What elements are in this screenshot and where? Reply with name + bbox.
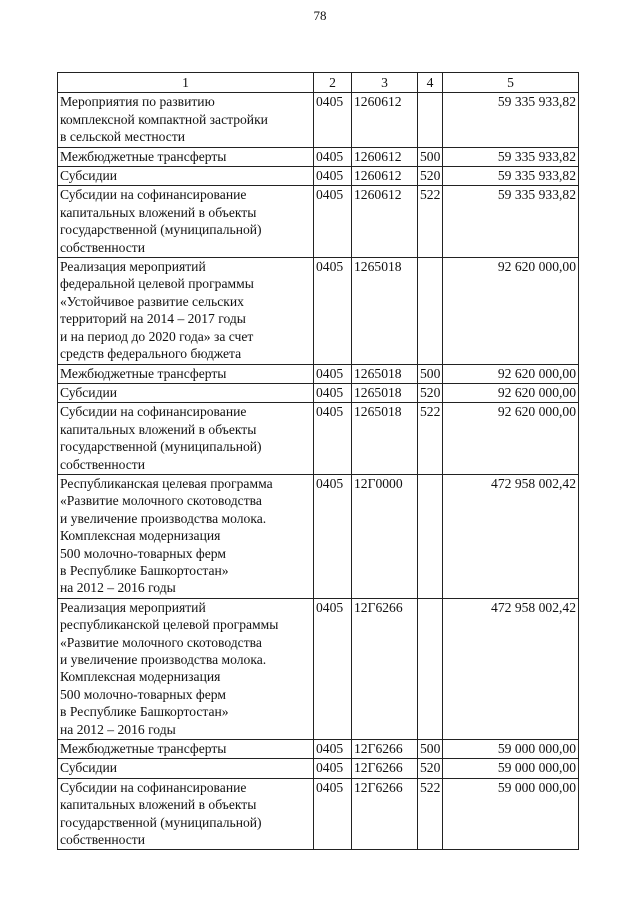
table-row: [58, 364, 579, 383]
row-name-cell: Субсидии: [58, 759, 314, 778]
row-name-cell: Субсидии на софинансирование капитальных вложений в объекты государственной (муниципальной) собственности: [58, 186, 314, 258]
amount-cell: 472 958 002,42: [443, 474, 579, 598]
target-article-cell: 12Г6266: [352, 740, 418, 759]
target-article-cell: 1265018: [352, 364, 418, 383]
table-header: [58, 73, 579, 93]
amount-cell: 92 620 000,00: [443, 383, 579, 402]
expense-type-cell: 522: [418, 778, 443, 850]
amount-cell: 472 958 002,42: [443, 598, 579, 739]
amount-cell: 59 335 933,82: [443, 93, 579, 147]
target-article-cell: 12Г6266: [352, 759, 418, 778]
section-code-cell: 0405: [314, 383, 352, 402]
section-code-cell: 0405: [314, 93, 352, 147]
expense-type-cell: [418, 474, 443, 598]
target-article-cell: 1265018: [352, 403, 418, 475]
amount-cell: 92 620 000,00: [443, 258, 579, 364]
section-code-cell: 0405: [314, 598, 352, 739]
table-row: [58, 403, 579, 475]
row-name-cell: Республиканская целевая программа «Развитие молочного скотоводства и увеличение производства молока. Комплексная модернизация 500 молочно-товарных ферм в Республике Башкортостан» на 2012 – 2016 годы: [58, 474, 314, 598]
table-row: [58, 93, 579, 147]
amount-cell: 59 335 933,82: [443, 186, 579, 258]
row-name-cell: Мероприятия по развитию комплексной компактной застройки в сельской местности: [58, 93, 314, 147]
expense-type-cell: [418, 258, 443, 364]
section-code-cell: 0405: [314, 474, 352, 598]
row-name-cell: Межбюджетные трансферты: [58, 147, 314, 166]
header-col-1: 1: [58, 73, 314, 93]
header-col-5: 5: [443, 73, 579, 93]
section-code-cell: 0405: [314, 364, 352, 383]
section-code-cell: 0405: [314, 258, 352, 364]
amount-cell: 59 000 000,00: [443, 759, 579, 778]
table-row: [58, 759, 579, 778]
page-number: 78: [313, 8, 327, 23]
table-row: [58, 598, 579, 739]
row-name-cell: Субсидии: [58, 383, 314, 402]
budget-table: [57, 72, 579, 850]
target-article-cell: 12Г6266: [352, 778, 418, 850]
header-col-3: 3: [352, 73, 418, 93]
section-code-cell: 0405: [314, 740, 352, 759]
section-code-cell: 0405: [314, 167, 352, 186]
target-article-cell: 1260612: [352, 186, 418, 258]
expense-type-cell: [418, 93, 443, 147]
target-article-cell: 1260612: [352, 93, 418, 147]
expense-type-cell: 522: [418, 186, 443, 258]
expense-type-cell: 520: [418, 383, 443, 402]
amount-cell: 59 335 933,82: [443, 167, 579, 186]
target-article-cell: 12Г6266: [352, 598, 418, 739]
row-name-cell: Субсидии: [58, 167, 314, 186]
target-article-cell: 1260612: [352, 147, 418, 166]
amount-cell: 59 000 000,00: [443, 740, 579, 759]
table-row: [58, 167, 579, 186]
section-code-cell: 0405: [314, 186, 352, 258]
amount-cell: 92 620 000,00: [443, 364, 579, 383]
row-name-cell: Межбюджетные трансферты: [58, 364, 314, 383]
header-col-2: 2: [314, 73, 352, 93]
expense-type-cell: 520: [418, 167, 443, 186]
expense-type-cell: [418, 598, 443, 739]
table-row: [58, 147, 579, 166]
header-col-4: 4: [418, 73, 443, 93]
expense-type-cell: 520: [418, 759, 443, 778]
section-code-cell: 0405: [314, 778, 352, 850]
header-row: [58, 73, 579, 93]
table-row: [58, 778, 579, 850]
table-row: [58, 383, 579, 402]
table-row: [58, 740, 579, 759]
row-name-cell: Субсидии на софинансирование капитальных вложений в объекты государственной (муниципальной) собственности: [58, 403, 314, 475]
expense-type-cell: 500: [418, 147, 443, 166]
target-article-cell: 12Г0000: [352, 474, 418, 598]
expense-type-cell: 522: [418, 403, 443, 475]
section-code-cell: 0405: [314, 147, 352, 166]
table-body: [58, 93, 579, 850]
section-code-cell: 0405: [314, 403, 352, 475]
section-code-cell: 0405: [314, 759, 352, 778]
table-row: [58, 258, 579, 364]
target-article-cell: 1260612: [352, 167, 418, 186]
row-name-cell: Субсидии на софинансирование капитальных вложений в объекты государственной (муниципальной) собственности: [58, 778, 314, 850]
target-article-cell: 1265018: [352, 258, 418, 364]
amount-cell: 59 335 933,82: [443, 147, 579, 166]
table-row: [58, 474, 579, 598]
row-name-cell: Реализация мероприятий федеральной целевой программы «Устойчивое развитие сельских территорий на 2014 – 2017 годы и на период до 2020 года» за счет средств федерального бюджета: [58, 258, 314, 364]
target-article-cell: 1265018: [352, 383, 418, 402]
amount-cell: 59 000 000,00: [443, 778, 579, 850]
expense-type-cell: 500: [418, 740, 443, 759]
row-name-cell: Реализация мероприятий республиканской целевой программы «Развитие молочного скотоводства и увеличение производства молока. Комплексная модернизация 500 молочно-товарных ферм в Республике Башкортостан» на 2012 – 2016 годы: [58, 598, 314, 739]
expense-type-cell: 500: [418, 364, 443, 383]
amount-cell: 92 620 000,00: [443, 403, 579, 475]
table-row: [58, 186, 579, 258]
row-name-cell: Межбюджетные трансферты: [58, 740, 314, 759]
